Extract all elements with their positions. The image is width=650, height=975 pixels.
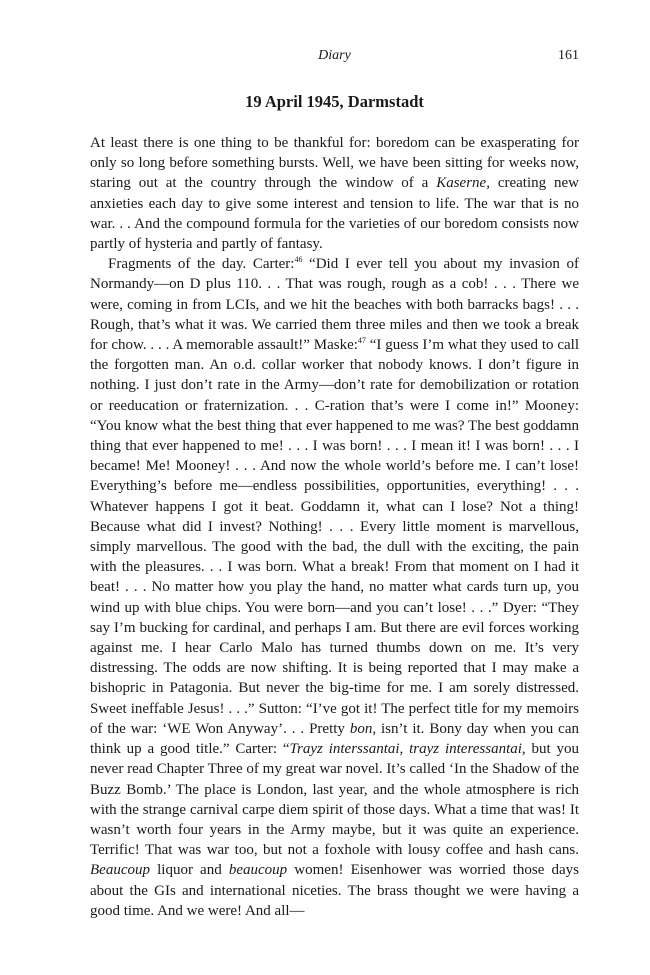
text-run: , but you never read Chapter Three of my great war novel. It’s called ‘In the Shadow of the Buzz Bomb.’ The place is London, last year, and the whole atmosphere is rich with the strange carnival carpe diem spirit of those days. What a time that was! It wasn’t worth four years in the Army maybe, but it was quite an experience. Terrific! That was war too, but not a foxhole with lousy coffee and hash cans.: [90, 741, 580, 859]
text-run: , creating new anxieties each day to give some interest and tension to life. The war that is no war. . . And the compound formula for the varieties of our boredom consists now partly of hysteria and partly of fantasy.: [90, 175, 579, 253]
text-run: Fragments of the day. Carter:: [108, 256, 295, 273]
text-run: women! Eisenhower was worried those days about the GIs and international niceties. The brass thought we were having a good time. And we were! And all—: [90, 862, 579, 919]
text-run: , isn’t it. Bony day when you can think up a good title.” Carter: “: [90, 720, 579, 758]
text-run: At least there is one thing to be thankful for: boredom can be exasperating for only so long before something bursts. Well, we have been sitting for weeks now, staring out at the country through the window of a: [90, 135, 579, 192]
italic-text: Trayz interssantai, trayz interessantai: [289, 741, 522, 758]
paragraph-1: [90, 133, 579, 254]
entry-heading: 19 April 1945, Darmstadt: [245, 92, 424, 111]
text-run: “Did I ever tell you about my invasion of Normandy—on D plus 110. . . That was rough, rough as a cob! . . . There we were, coming in from LCIs, and we hit the beaches with both barracks bags! . . . Rough, that’s what it was. We carried them three miles and then we took a break for chow. . . . A memorable assault!” Maske:: [90, 256, 579, 354]
text-run: liquor and: [149, 862, 229, 879]
italic-text: beaucoup: [228, 862, 288, 879]
page-number: 161: [558, 48, 579, 63]
running-head: [90, 48, 579, 70]
text-run: “I guess I’m what they used to call the forgotten man. An o.d. collar worker that nobody knows. I don’t figure in nothing. I just don’t rate in the Army—don’t rate for demobilization or rotation or reeducation or fraternization. . . C-ration that’s were I come in!” Mooney: “You know what the best thing that ever happened to me was? The best goddamn thing that ever happened to me! . . . I was born! . . . I mean it! I was born! . . . I became! Me! Mooney! . . . And now the whole world’s before me. I can’t lose! Everything’s before me—endless possibilities, opportunities, everything! . . . Whatever happens I got it beat. Goddamn it, what can I lose? Not a thing! Because what did I invest? Nothing! . . . Every little moment is marvellous, simply marvellous. The good with the bad, the dull with the exciting, the pain with the pleasures. . . I was born. What a break! From that moment on I had it beat! . . . No matter how you play the hand, no matter what cards turn up, you wind up with blue chips. You were born—and you can’t lose! . . .” Dyer: “They say I’m bucking for cardinal, and perhaps I am. But there are evil forces working against me. I hear Carlo Malo has turned thumbs down on me. It’s very distressing. The odds are now shifting. It is being reported that I may make a bishopric in Patagonia. But never the big-time for me. I am sorely distressed. Sweet ineffable Jesus! . . .” Sutton: “I’ve got it! The perfect title for my memoirs of the war: ‘WE Won Anyway’. . . Pretty: [90, 337, 579, 737]
body-text: [90, 133, 579, 921]
footnote-marker: 47: [357, 336, 366, 346]
italic-text: bon: [349, 720, 373, 737]
running-title: Diary: [318, 48, 351, 63]
italic-text: Beaucoup: [90, 862, 150, 879]
paragraph-2: [90, 254, 579, 921]
italic-text: Kaserne: [436, 175, 487, 192]
footnote-marker: 46: [294, 255, 303, 265]
